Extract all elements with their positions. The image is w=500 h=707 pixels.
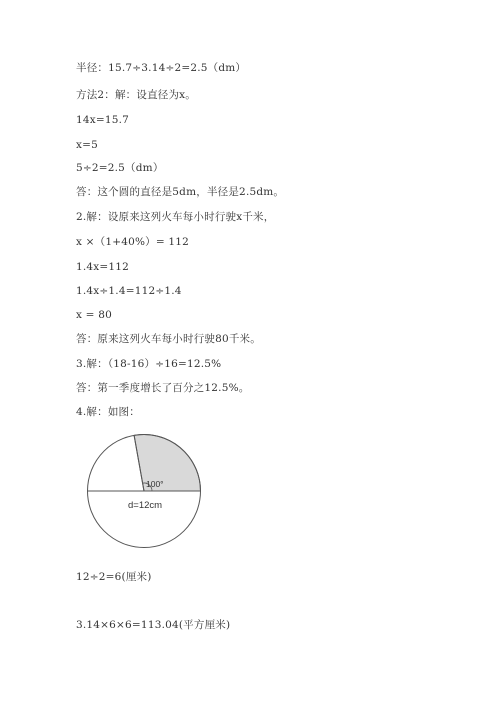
text-line-radius-calc: 5÷2=2.5（dm） xyxy=(76,162,164,174)
text-line-answer-3: 答：第一季度增长了百分之12.5%。 xyxy=(76,382,250,394)
text-line-radius: 半径：15.7÷3.14÷2=2.5（dm） xyxy=(76,62,247,74)
text-line-answer-2: 答：原来这列火车每小时行驶80千米。 xyxy=(76,333,261,345)
text-line-problem-4: 4.解：如图： xyxy=(76,406,140,418)
diameter-label: d=12cm xyxy=(128,500,163,511)
text-line-radius-6: 12÷2=6(厘米) xyxy=(76,571,152,583)
text-line-problem-2: 2.解：设原来这列火车每小时行驶x千米， xyxy=(76,211,275,223)
text-line-equation: 14x=15.7 xyxy=(76,114,130,126)
circle-diagram-svg xyxy=(86,432,202,552)
text-line-problem-3: 3.解：（18-16）÷16=12.5% xyxy=(76,358,222,370)
text-line-step-2a: 1.4x=112 xyxy=(76,261,130,273)
text-line-step-2c: x = 80 xyxy=(76,309,112,321)
text-line-area: 3.14×6×6=113.04(平方厘米) xyxy=(76,619,231,631)
text-line-equation-2: x ×（1+40%）= 112 xyxy=(76,236,190,248)
circle-diagram xyxy=(86,432,202,552)
text-line-method2: 方法2：解：设直径为x。 xyxy=(76,89,197,101)
text-line-step-2b: 1.4x÷1.4=112÷1.4 xyxy=(76,285,182,297)
shaded-sector xyxy=(134,435,200,491)
text-line-x-value: x=5 xyxy=(76,139,98,151)
text-line-answer-1: 答：这个圆的直径是5dm，半径是2.5dm。 xyxy=(76,186,285,198)
angle-label: 100° xyxy=(146,479,164,489)
